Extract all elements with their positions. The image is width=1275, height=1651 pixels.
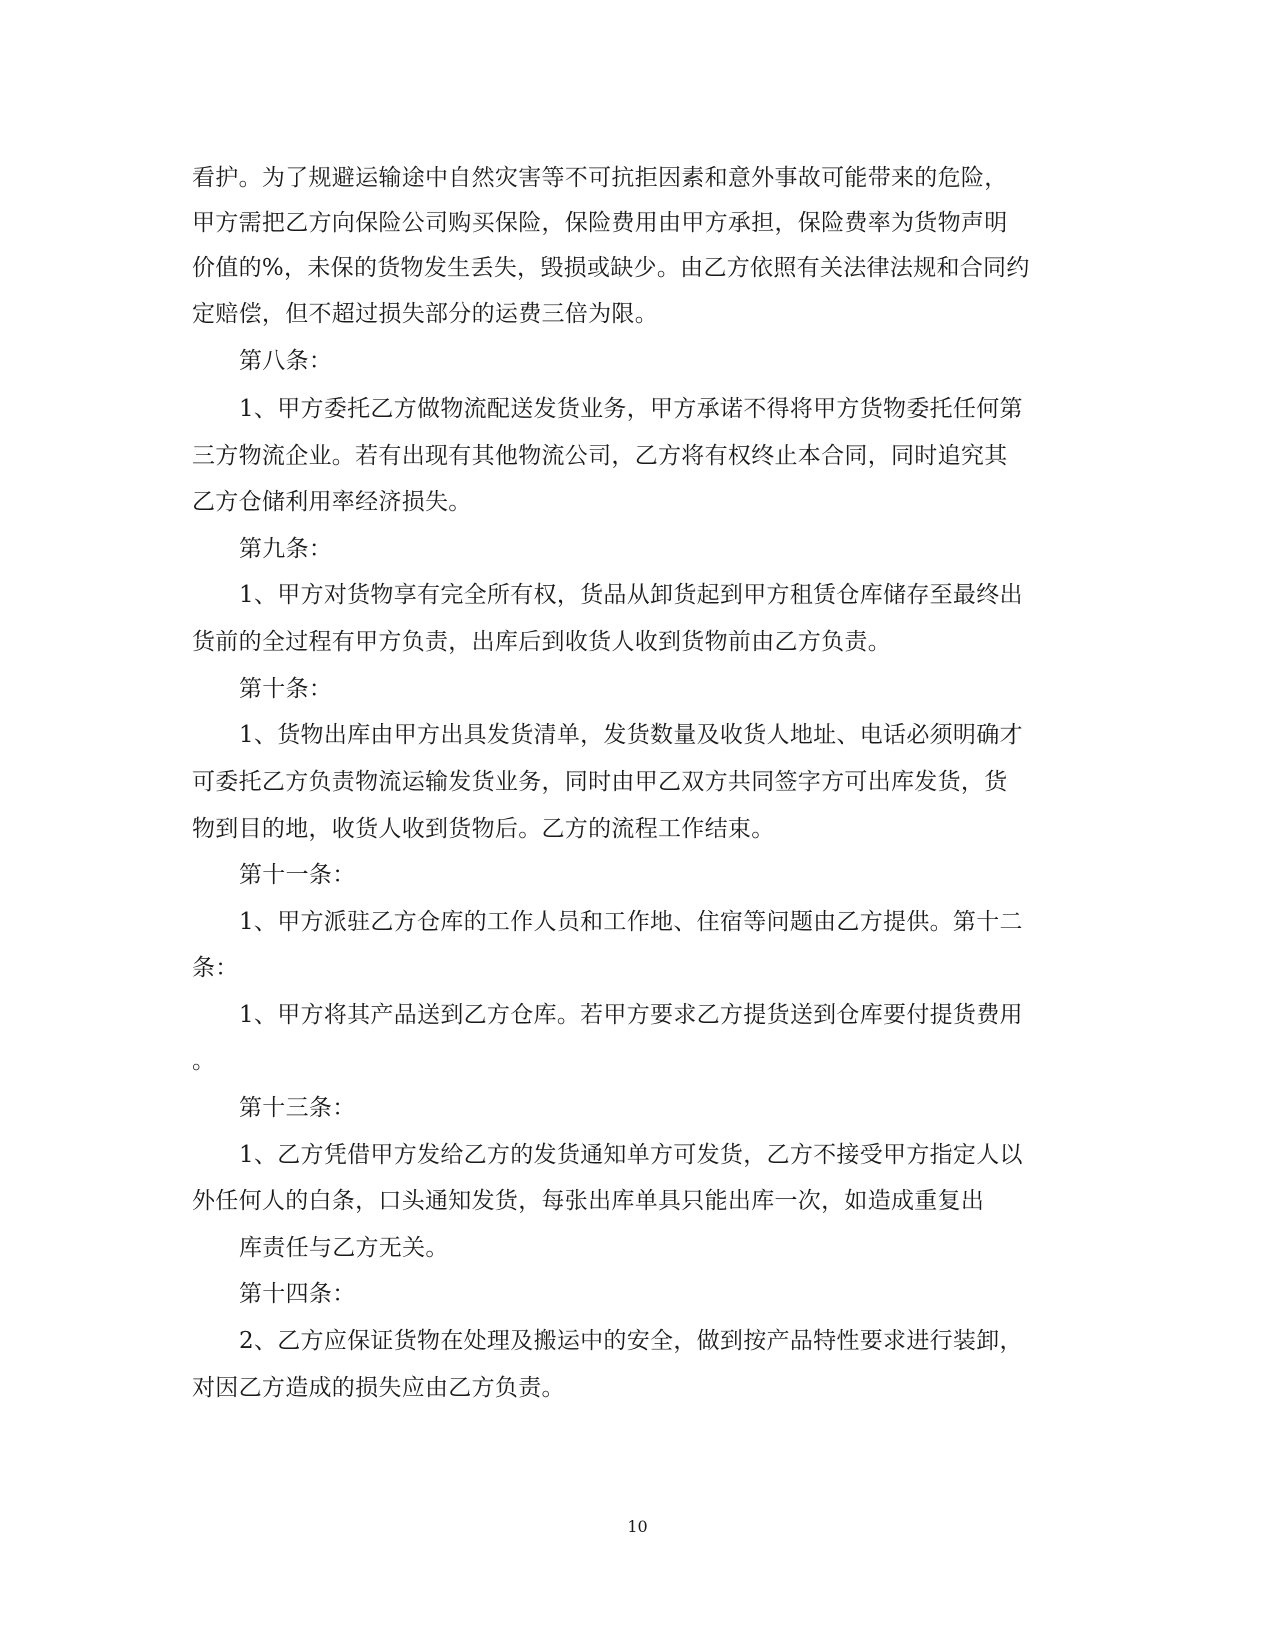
text-line: 库责任与乙方无关。 xyxy=(239,1235,449,1261)
text-line: 定赔偿，但不超过损失部分的运费三倍为限。 xyxy=(192,301,658,327)
text-line: 货前的全过程有甲方负责，出库后到收货人收到货物前由乙方负责。 xyxy=(192,629,891,655)
text-line: 1、甲方派驻乙方仓库的工作人员和工作地、住宿等问题由乙方提供。第十二 xyxy=(239,909,1023,935)
text-line: 可委托乙方负责物流运输发货业务，同时由甲乙双方共同签字方可出库发货，货 xyxy=(192,769,1008,795)
text-line: 条： xyxy=(192,955,239,981)
text-line: 甲方需把乙方向保险公司购买保险，保险费用由甲方承担，保险费率为货物声明 xyxy=(192,210,1008,236)
text-line: 物到目的地，收货人收到货物后。乙方的流程工作结束。 xyxy=(192,816,775,842)
text-line: 1、甲方将其产品送到乙方仓库。若甲方要求乙方提货送到仓库要付提货费用 xyxy=(239,1002,1023,1028)
text-line: 。 xyxy=(192,1048,216,1074)
article-heading: 第十四条： xyxy=(239,1281,356,1307)
text-line: 1、货物出库由甲方出具发货清单，发货数量及收货人地址、电话必须明确才 xyxy=(239,722,1023,748)
article-heading: 第八条： xyxy=(239,348,333,374)
text-line: 1、乙方凭借甲方发给乙方的发货通知单方可发货，乙方不接受甲方指定人以 xyxy=(239,1142,1023,1168)
text-line: 1、甲方对货物享有完全所有权，货品从卸货起到甲方租赁仓库储存至最终出 xyxy=(239,582,1023,608)
article-heading: 第九条： xyxy=(239,536,333,562)
text-line: 看护。为了规避运输途中自然灾害等不可抗拒因素和意外事故可能带来的危险， xyxy=(192,165,1008,191)
text-line: 三方物流企业。若有出现有其他物流公司，乙方将有权终止本合同，同时追究其 xyxy=(192,443,1008,469)
article-heading: 第十三条： xyxy=(239,1095,356,1121)
article-heading: 第十一条： xyxy=(239,862,356,888)
text-line: 乙方仓储利用率经济损失。 xyxy=(192,489,472,515)
text-line: 对因乙方造成的损失应由乙方负责。 xyxy=(192,1375,565,1401)
article-heading: 第十条： xyxy=(239,676,333,702)
text-line: 1、甲方委托乙方做物流配送发货业务，甲方承诺不得将甲方货物委托任何第 xyxy=(239,396,1023,422)
page-number: 10 xyxy=(627,1517,648,1536)
text-line: 2、乙方应保证货物在处理及搬运中的安全，做到按产品特性要求进行装卸， xyxy=(239,1328,1023,1354)
text-line: 价值的%，未保的货物发生丢失，毁损或缺少。由乙方依照有关法律法规和合同约 xyxy=(192,255,1030,281)
text-line: 外任何人的白条，口头通知发货，每张出库单具只能出库一次，如造成重复出 xyxy=(192,1188,985,1214)
